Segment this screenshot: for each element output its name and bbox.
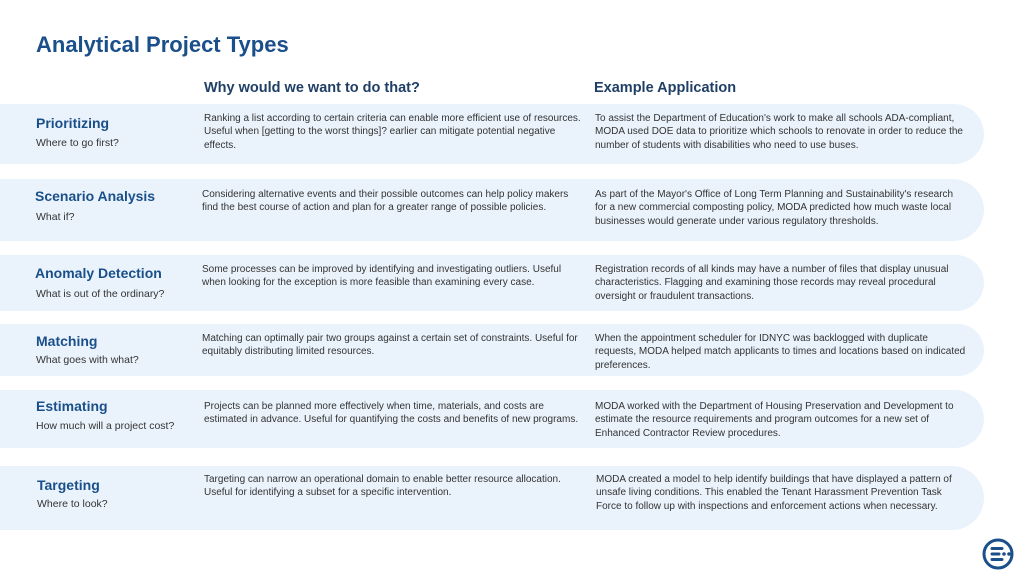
row-name: Matching bbox=[36, 333, 98, 349]
row-name: Estimating bbox=[36, 398, 108, 414]
row-question: What if? bbox=[36, 211, 75, 223]
row-example-text: To assist the Department of Education's work to make all schools ADA-compliant, MODA used DOE data to prioritize which schools to renovate in order to reduce the number of students with disabilities who need to use buses. bbox=[595, 113, 963, 151]
table-row bbox=[0, 466, 984, 530]
row-why-text: Projects can be planned more effectively when time, materials, and costs are estimated in advance. Useful for quantifying the costs and benefits of new programs. bbox=[204, 401, 579, 426]
table-row bbox=[0, 255, 984, 311]
row-why-text: Ranking a list according to certain criteria can enable more efficient use of resources. Useful when [getting to the worst things]? earlier can mitigate potential negative effects. bbox=[204, 113, 581, 151]
page-title: Analytical Project Types bbox=[36, 32, 289, 57]
row-question: Where to go first? bbox=[36, 137, 119, 149]
row-example-text: Registration records of all kinds may have a number of files that display unusual characteristics. Flagging and examining those records may reveal procedural oversight or fraudulent transactions. bbox=[595, 264, 949, 302]
row-example-text: When the appointment scheduler for IDNYC was backlogged with duplicate requests, MODA helped match applicants to times and locations based on indicated preferences. bbox=[595, 333, 966, 371]
row-why-text: Matching can optimally pair two groups against a certain set of constraints. Useful for equitably distributing limited resources. bbox=[202, 333, 578, 358]
row-question: Where to look? bbox=[37, 498, 108, 510]
table-row bbox=[0, 179, 984, 241]
table-row bbox=[0, 104, 984, 164]
table-row bbox=[0, 390, 984, 448]
moda-logo-icon bbox=[982, 538, 1014, 570]
row-question: What goes with what? bbox=[36, 354, 139, 366]
column-header-example: Example Application bbox=[594, 80, 737, 96]
row-name: Scenario Analysis bbox=[35, 188, 156, 204]
column-header-why: Why would we want to do that? bbox=[204, 80, 420, 96]
row-name: Targeting bbox=[37, 477, 100, 493]
row-why-text: Targeting can narrow an operational domain to enable better resource allocation. Useful for identifying a subset for a specific intervention. bbox=[204, 474, 561, 499]
row-why-text: Considering alternative events and their possible outcomes can help policy makers find the best course of action and plan for a greater range of possible policies. bbox=[202, 189, 569, 214]
row-name: Anomaly Detection bbox=[35, 265, 162, 281]
row-question: How much will a project cost? bbox=[36, 420, 175, 432]
row-example-text: MODA created a model to help identify buildings that have displayed a pattern of unsafe living conditions. This enabled the Tenant Harassment Prevention Task Force to follow up with inspections and enforcement actions when necessary. bbox=[596, 474, 952, 512]
row-example-text: MODA worked with the Department of Housing Preservation and Development to estimate the resource requirements and program outcomes for a new set of Enhanced Contractor Review procedures. bbox=[595, 401, 954, 439]
row-question: What is out of the ordinary? bbox=[36, 288, 165, 300]
row-name: Prioritizing bbox=[36, 115, 110, 131]
row-why-text: Some processes can be improved by identifying and investigating outliers. Useful when looking for the exception is more feasible than examining every case. bbox=[202, 264, 562, 289]
table-row bbox=[0, 324, 984, 376]
row-example-text: As part of the Mayor's Office of Long Term Planning and Sustainability's research for a new commercial composting policy, MODA predicted how much waste local businesses would generate under various regulatory thresholds. bbox=[595, 189, 954, 227]
